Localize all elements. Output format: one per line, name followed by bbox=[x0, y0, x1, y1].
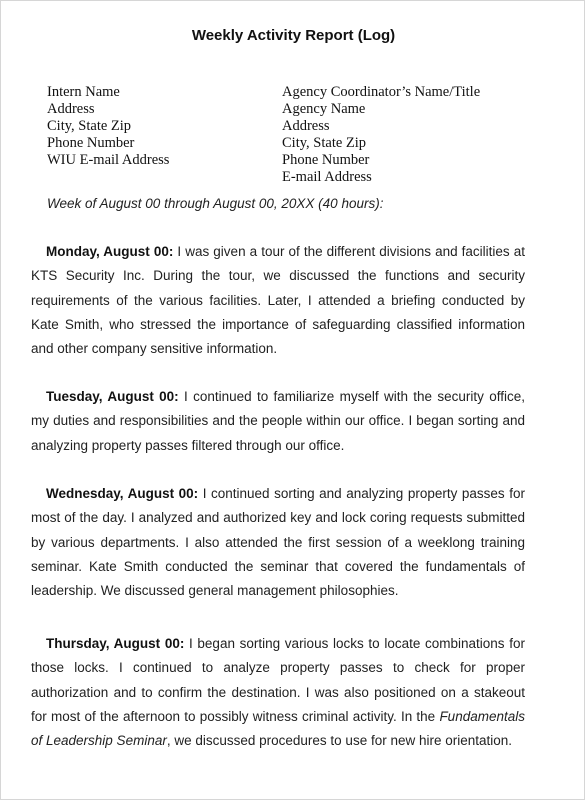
thursday-entry bbox=[31, 632, 525, 753]
agency-info-block bbox=[282, 84, 480, 186]
tuesday-entry bbox=[31, 385, 525, 458]
tuesday-entry-text: I continued to familiarize myself with the security office, my duties and responsibilities and the people within our office. I began sorting and analyzing property passes filtered through our office. bbox=[31, 389, 525, 453]
seminar-name: Fundamentals of Leadership Seminar bbox=[31, 708, 525, 749]
intern-phone-line: Phone Number bbox=[47, 135, 135, 151]
agency-coordinator-line: Agency Coordinator’s Name/Title bbox=[282, 84, 481, 100]
intern-address-line: Address bbox=[47, 101, 95, 117]
agency-name-line: Agency Name bbox=[282, 101, 366, 117]
monday-day-label: Monday, August 00: bbox=[46, 244, 174, 259]
week-line: Week of August 00 through August 00, 20XX (40 hours): bbox=[47, 196, 384, 211]
intern-info-block bbox=[47, 84, 169, 169]
agency-email-line: E-mail Address bbox=[282, 169, 372, 185]
intern-email-line: WIU E-mail Address bbox=[47, 152, 170, 168]
monday-entry-text: I was given a tour of the different divisions and facilities at KTS Security Inc. During the tour, we discussed the functions and security requirements of the various facilities. Later, I attended a briefing conducted by Kate Smith, who stressed the importance of safeguarding classified information and other company sensitive information. bbox=[31, 244, 525, 357]
intern-name-line: Intern Name bbox=[47, 84, 120, 100]
thursday-entry-text-end: , we discussed procedures to use for new hire orientation. bbox=[166, 733, 513, 749]
wednesday-day-label: Wednesday, August 00: bbox=[46, 486, 199, 501]
monday-entry bbox=[31, 240, 525, 361]
wednesday-entry-text: I continued sorting and analyzing property passes for most of the day. I analyzed and authorized key and lock coring requests submitted by various departments. I also attended the first session of a weeklong training seminar. Kate Smith conducted the seminar that covered the fundamentals of leadership. We discussed general management philosophies. bbox=[31, 486, 525, 599]
agency-phone-line: Phone Number bbox=[282, 152, 370, 168]
wednesday-entry bbox=[31, 482, 525, 603]
thursday-day-label: Thursday, August 00: bbox=[46, 636, 185, 651]
tuesday-day-label: Tuesday, August 00: bbox=[46, 389, 179, 404]
report-title: Weekly Activity Report (Log) bbox=[191, 27, 396, 44]
intern-city-line: City, State Zip bbox=[47, 118, 132, 134]
thursday-entry-text: I began sorting various locks to locate combinations for those locks. I continued to analyze property passes to check for proper authorization and to confirm the destination. I was also positioned on a stakeout for most of the afternoon to possibly witness criminal activity. In the bbox=[31, 636, 525, 724]
agency-address-line: Address bbox=[282, 118, 330, 134]
agency-city-line: City, State Zip bbox=[282, 135, 367, 151]
